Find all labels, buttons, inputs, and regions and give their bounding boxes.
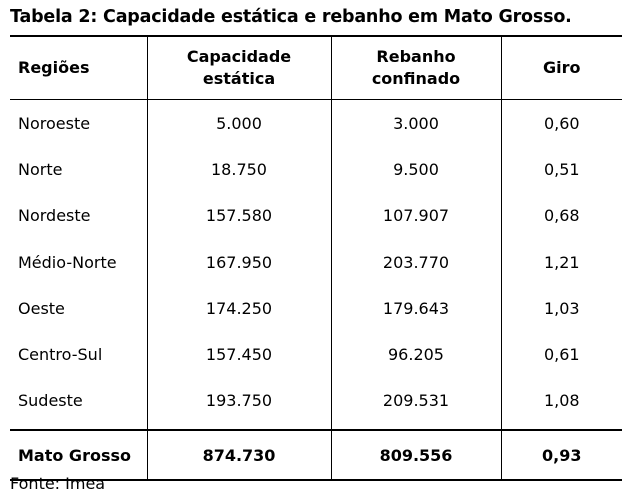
total-row (10, 430, 622, 480)
cell-herd: 203.770 (331, 239, 501, 285)
header-capacity (147, 36, 331, 100)
cell-capacity: 193.750 (147, 378, 331, 424)
table-row (10, 331, 622, 377)
cell-capacity: 18.750 (147, 146, 331, 192)
cell-turnover: 1,03 (501, 285, 622, 331)
cell-region: Centro-Sul (18, 345, 103, 365)
table-row (10, 378, 622, 424)
total-herd: 809.556 (331, 430, 501, 480)
cell-turnover: 1,08 (501, 378, 622, 424)
cell-herd: 9.500 (331, 146, 501, 192)
header-turnover: Giro (501, 36, 622, 100)
cell-capacity: 5.000 (147, 100, 331, 147)
cell-region: Sudeste (18, 391, 83, 411)
header-herd (331, 36, 501, 100)
cell-turnover: 0,68 (501, 193, 622, 239)
cell-herd: 96.205 (331, 331, 501, 377)
cell-region: Noroeste (18, 113, 91, 133)
cell-herd: 107.907 (331, 193, 501, 239)
capacity-herd-table (10, 35, 622, 481)
table-row (10, 100, 622, 147)
total-turnover: 0,93 (501, 430, 622, 480)
header-row (10, 36, 622, 100)
cell-capacity: 167.950 (147, 239, 331, 285)
cell-turnover: 0,61 (501, 331, 622, 377)
cell-turnover: 0,60 (501, 100, 622, 147)
header-capacity-line1: Capacidade (186, 47, 292, 66)
total-capacity: 874.730 (147, 430, 331, 480)
source-note: Fonte: Imea (10, 474, 106, 493)
table-row (10, 146, 622, 192)
cell-capacity: 174.250 (147, 285, 331, 331)
header-capacity-line2: estática (202, 69, 276, 88)
header-herd-line1: Rebanho (376, 47, 456, 66)
cell-region: Oeste (18, 298, 65, 318)
cell-capacity: 157.450 (147, 331, 331, 377)
cell-region: Nordeste (18, 206, 91, 226)
header-herd-line2: confinado (371, 69, 461, 88)
header-region: Regiões (10, 36, 147, 100)
cell-turnover: 0,51 (501, 146, 622, 192)
table-title: Tabela 2: Capacidade estática e rebanho em Mato Grosso. (10, 7, 572, 27)
table-row (10, 285, 622, 331)
cell-herd: 3.000 (331, 100, 501, 147)
cell-turnover: 1,21 (501, 239, 622, 285)
cell-herd: 179.643 (331, 285, 501, 331)
total-region: Mato Grosso (10, 430, 147, 480)
cell-region: Médio-Norte (18, 252, 117, 272)
table-row (10, 193, 622, 239)
cell-herd: 209.531 (331, 378, 501, 424)
table-row (10, 239, 622, 285)
cell-region: Norte (18, 159, 63, 179)
cell-capacity: 157.580 (147, 193, 331, 239)
